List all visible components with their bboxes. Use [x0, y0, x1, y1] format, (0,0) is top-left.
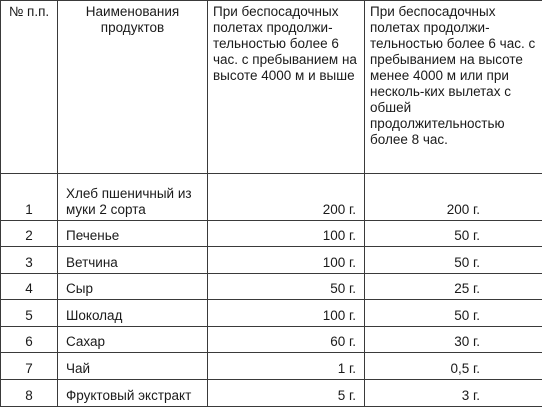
amount-low-altitude: 50 г. [365, 221, 542, 247]
row-number: 2 [1, 221, 58, 247]
table-row [1, 274, 542, 300]
product-name: Ветчина [58, 247, 208, 274]
table-row [1, 327, 542, 353]
amount-low-altitude: 50 г. [365, 247, 542, 274]
row-number: 5 [1, 300, 58, 327]
row-number: 4 [1, 274, 58, 300]
product-name: Шоколад [58, 300, 208, 327]
table-row [1, 380, 542, 407]
product-name: Сахар [58, 327, 208, 353]
amount-high-altitude: 5 г. [208, 380, 365, 407]
amount-high-altitude: 100 г. [208, 300, 365, 327]
amount-high-altitude: 50 г. [208, 274, 365, 300]
amount-low-altitude: 3 г. [365, 380, 542, 407]
amount-high-altitude: 200 г. [208, 174, 365, 221]
amount-low-altitude: 30 г. [365, 327, 542, 353]
table-row [1, 174, 542, 221]
product-name: Чай [58, 353, 208, 380]
header-number: № п.п. [1, 1, 58, 174]
header-row [1, 1, 542, 174]
table-row [1, 300, 542, 327]
amount-low-altitude: 50 г. [365, 300, 542, 327]
header-product-name: Наименования продуктов [58, 1, 208, 174]
row-number: 6 [1, 327, 58, 353]
product-name: Сыр [58, 274, 208, 300]
amount-low-altitude: 25 г. [365, 274, 542, 300]
row-number: 8 [1, 380, 58, 407]
row-number: 1 [1, 174, 58, 221]
amount-low-altitude: 200 г. [365, 174, 542, 221]
row-number: 7 [1, 353, 58, 380]
row-number: 3 [1, 247, 58, 274]
product-name: Хлеб пшеничный из муки 2 сорта [58, 174, 208, 221]
product-name: Печенье [58, 221, 208, 247]
table-row [1, 247, 542, 274]
table-row [1, 221, 542, 247]
amount-high-altitude: 60 г. [208, 327, 365, 353]
product-name: Фруктовый экстракт [58, 380, 208, 407]
table-row [1, 353, 542, 380]
header-long-flight-high-altitude: При беспосадочных полетах продолжи-тельностью более 6 час. с пребыванием на высоте 4000 м и выше [208, 1, 365, 174]
amount-high-altitude: 100 г. [208, 221, 365, 247]
amount-low-altitude: 0,5 г. [365, 353, 542, 380]
amount-high-altitude: 1 г. [208, 353, 365, 380]
amount-high-altitude: 100 г. [208, 247, 365, 274]
header-long-flight-low-altitude: При беспосадочных полетах продолжи-тельностью более 6 час. с пребыванием на высоте менее 4000 м или при несколь-ких вылетах с обшей продолжительностью более 8 час. [365, 1, 542, 174]
